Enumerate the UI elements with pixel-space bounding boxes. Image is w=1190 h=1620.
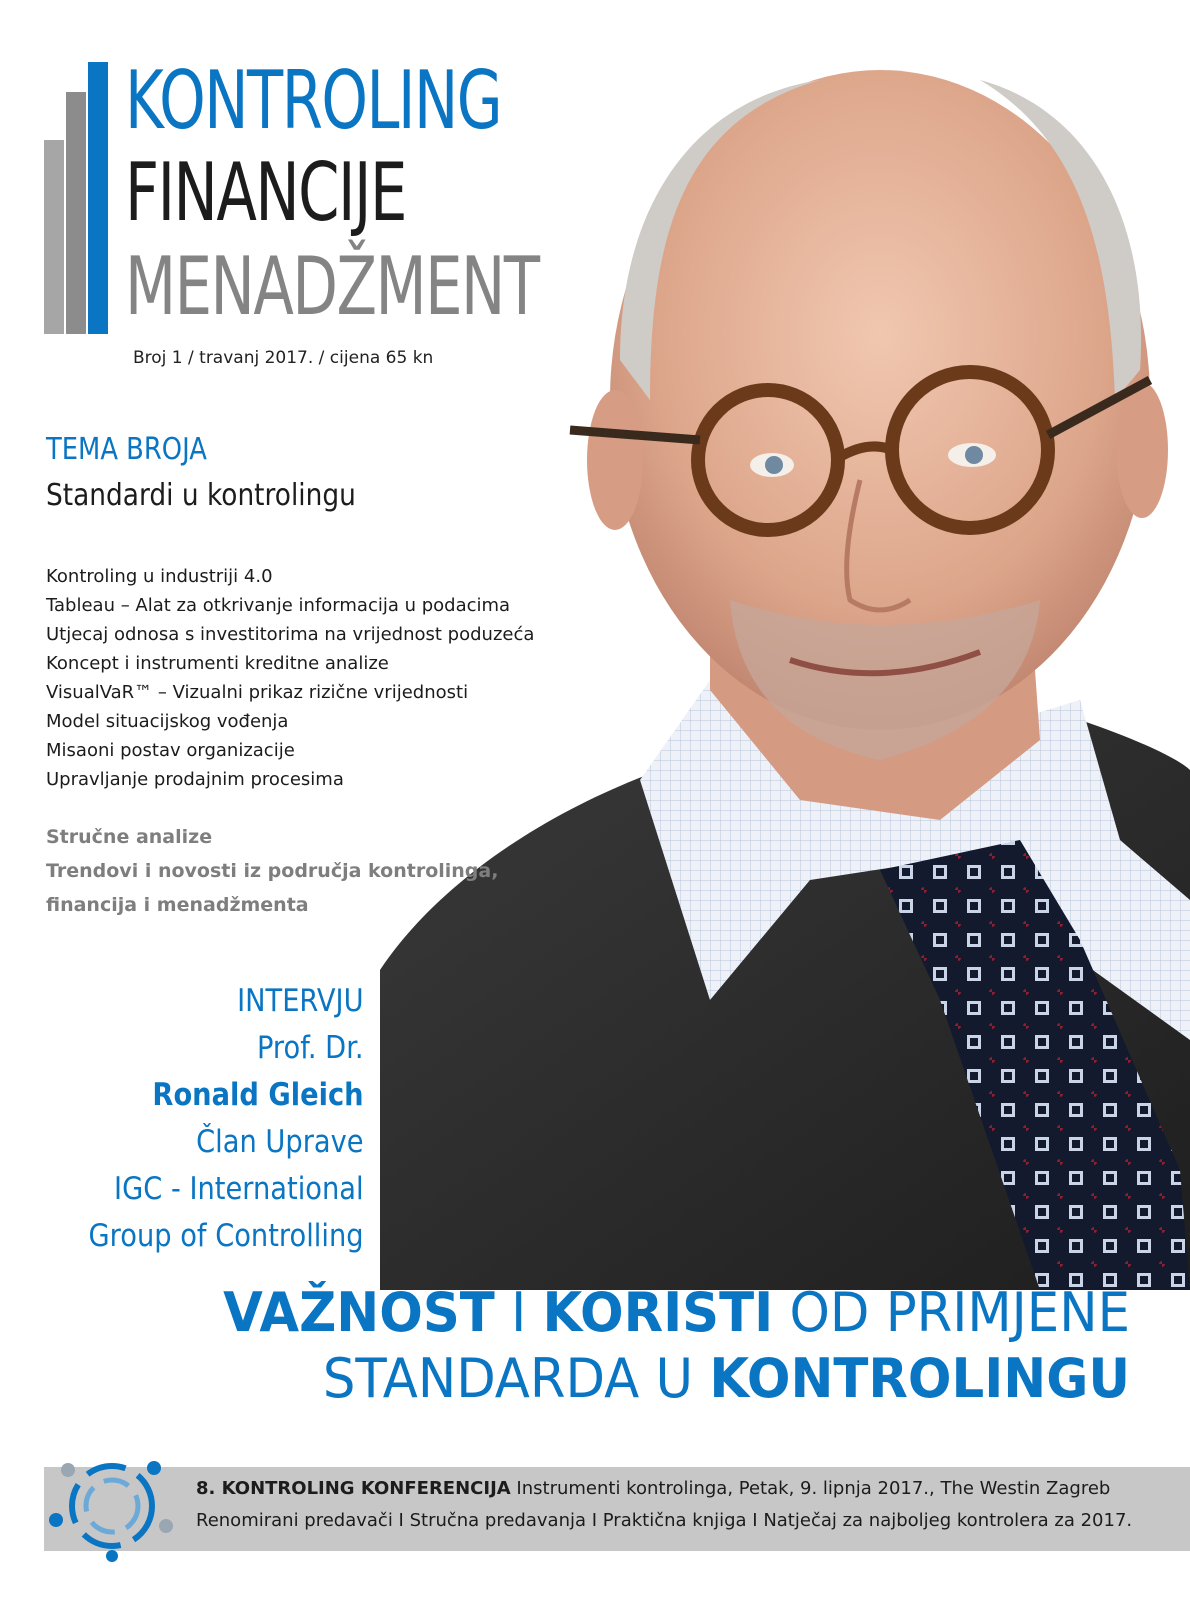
headline-word: STANDARDA U bbox=[322, 1347, 710, 1410]
masthead-bar-blue bbox=[88, 62, 108, 334]
extras-list bbox=[46, 820, 498, 922]
masthead-title-line1: KONTROLING bbox=[125, 54, 502, 147]
masthead-bar-light bbox=[44, 140, 64, 334]
footer-conference-title: 8. KONTROLING KONFERENCIJA bbox=[196, 1478, 511, 1499]
extras-item: financija i menadžmenta bbox=[46, 894, 309, 916]
extras-item: Trendovi i novosti iz područja kontrolinga, bbox=[46, 860, 499, 882]
article-item: Tableau – Alat za otkrivanje informacija u podacima bbox=[46, 595, 511, 616]
footer-conference-line bbox=[196, 1478, 1110, 1499]
theme-label: TEMA BROJA bbox=[46, 432, 207, 467]
theme-title: Standardi u kontrolingu bbox=[46, 478, 356, 513]
conference-logo-icon bbox=[42, 1450, 182, 1562]
headline-word: KONTROLINGU bbox=[709, 1347, 1130, 1410]
interview-block bbox=[51, 978, 364, 1260]
article-item: Kontroling u industriji 4.0 bbox=[46, 566, 273, 587]
issue-info: Broj 1 / travanj 2017. / cijena 65 kn bbox=[133, 348, 434, 368]
interview-title: Prof. Dr. bbox=[257, 1030, 364, 1066]
footer-conference-details: Instrumenti kontrolinga, Petak, 9. lipnja 2017., The Westin Zagreb bbox=[510, 1478, 1111, 1499]
masthead-title-line2: FINANCIJE bbox=[125, 146, 406, 239]
article-item: Upravljanje prodajnim procesima bbox=[46, 769, 344, 790]
interviewee-name: Ronald Gleich bbox=[152, 1077, 364, 1113]
footer-features-line: Renomirani predavači I Stručna predavanja I Praktična knjiga I Natječaj za najboljeg kontrolera za 2017. bbox=[196, 1510, 1133, 1531]
headline-word: VAŽNOST bbox=[223, 1281, 495, 1344]
article-item: Utjecaj odnosa s investitorima na vrijednost poduzeća bbox=[46, 624, 535, 645]
article-item: VisualVaR™ – Vizualni prikaz rizične vrijednosti bbox=[46, 682, 469, 703]
article-item: Misaoni postav organizacije bbox=[46, 740, 295, 761]
headline-word: I bbox=[494, 1281, 543, 1344]
masthead-bar-gray bbox=[66, 92, 86, 334]
interview-label: INTERVJU bbox=[237, 983, 364, 1019]
headline-word: KORISTI bbox=[542, 1281, 774, 1344]
extras-item: Stručne analize bbox=[46, 826, 213, 848]
headline-line2 bbox=[57, 1346, 1131, 1412]
masthead-title-line3: MENADŽMENT bbox=[125, 240, 539, 333]
interviewee-role: Član Uprave bbox=[196, 1124, 364, 1160]
headline-word: OD PRIMJENE bbox=[773, 1281, 1130, 1344]
interviewee-org-line1: IGC - International bbox=[114, 1171, 364, 1207]
cover-headline bbox=[0, 1280, 1130, 1412]
article-item: Koncept i instrumenti kreditne analize bbox=[46, 653, 389, 674]
interviewee-org-line2: Group of Controlling bbox=[88, 1218, 364, 1254]
article-list bbox=[46, 562, 534, 794]
headline-line1 bbox=[57, 1280, 1131, 1346]
article-item: Model situacijskog vođenja bbox=[46, 711, 289, 732]
